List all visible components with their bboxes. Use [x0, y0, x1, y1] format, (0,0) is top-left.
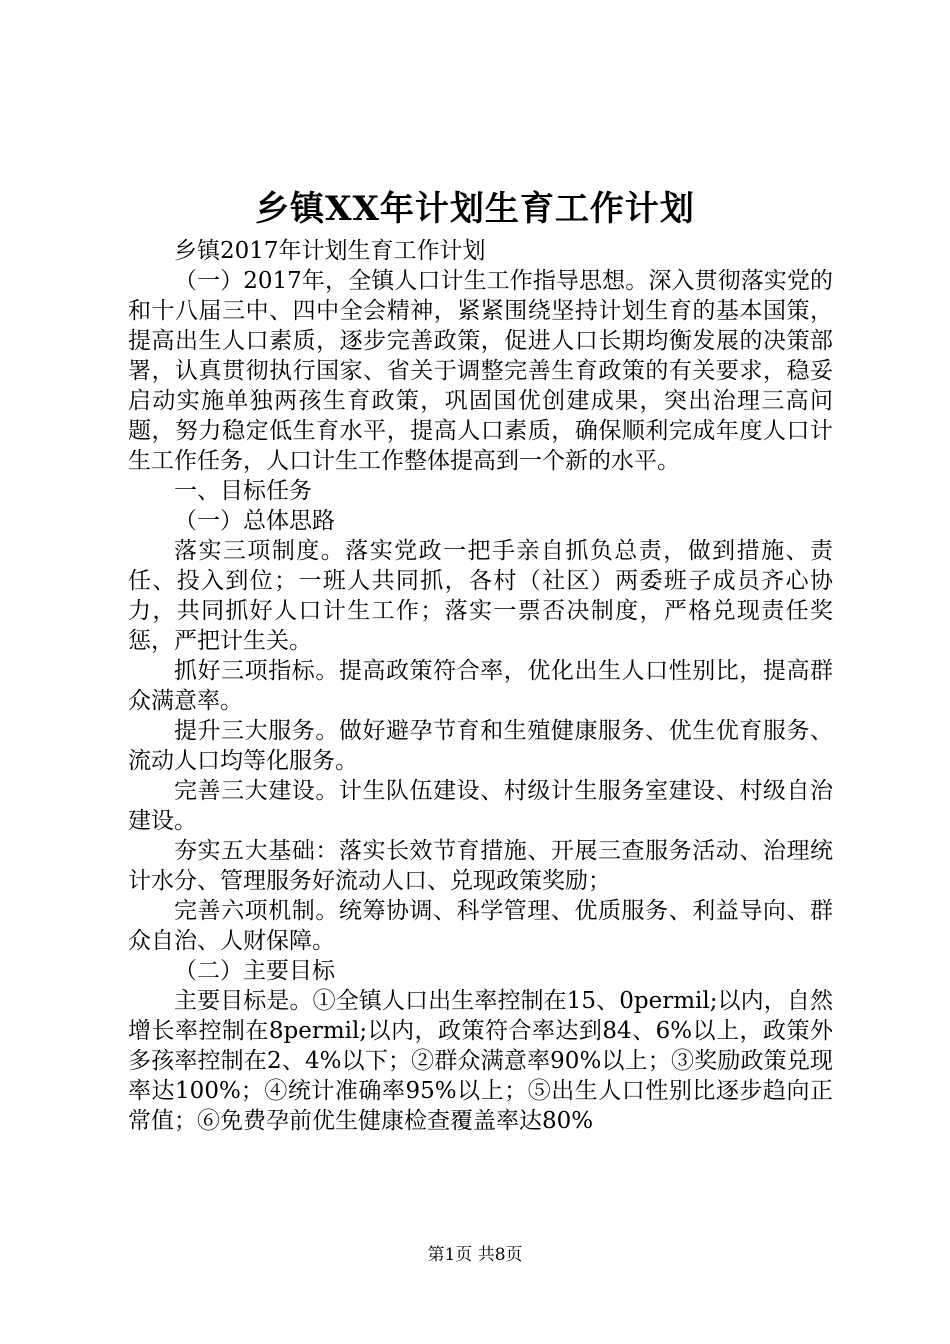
paragraph: 抓好三项指标。提高政策符合率，优化出生人口性别比，提高群众满意率。	[128, 658, 833, 714]
document-title: 乡镇XX年计划生育工作计划	[255, 189, 695, 229]
document-body	[128, 236, 833, 1136]
paragraph: 主要目标是。①全镇人口出生率控制在15、0permil;以内，自然增长率控制在8permil;以内，政策符合率达到84、6%以上，政策外多孩率控制在2、4%以下；②群众满意率90%以上；③奖励政策兑现率达100%；④统计准确率95%以上；⑤出生人口性别比逐步趋向正常值；⑥免费孕前优生健康检查覆盖率达80%	[128, 988, 833, 1134]
paragraph: 夯实五大基础：落实长效节育措施、开展三查服务活动、治理统计水分、管理服务好流动人口、兑现政策奖励；	[128, 838, 833, 894]
subsection-heading: （二）主要目标	[174, 958, 335, 984]
page-footer: 第1页 共8页	[427, 1245, 523, 1265]
paragraph: 提升三大服务。做好避孕节育和生殖健康服务、优生优育服务、流动人口均等化服务。	[128, 718, 833, 774]
section-heading: 一、目标任务	[174, 478, 312, 504]
paragraph: 完善六项机制。统筹协调、科学管理、优质服务、利益导向、群众自治、人财保障。	[128, 898, 833, 954]
paragraph: 乡镇2017年计划生育工作计划	[174, 238, 486, 264]
paragraph: 落实三项制度。落实党政一把手亲自抓负总责，做到措施、责任、投入到位；一班人共同抓，各村（社区）两委班子成员齐心协力，共同抓好人口计生工作；落实一票否决制度，严格兑现责任奖惩，严把计生关。	[128, 538, 833, 654]
paragraph: 完善三大建设。计生队伍建设、村级计生服务室建设、村级自治建设。	[128, 778, 833, 834]
paragraph: （一）2017年，全镇人口计生工作指导思想。深入贯彻落实党的和十八届三中、四中全会精神，紧紧围绕坚持计划生育的基本国策，提高出生人口素质，逐步完善政策，促进人口长期均衡发展的决策部署，认真贯彻执行国家、省关于调整完善生育政策的有关要求，稳妥启动实施单独两孩生育政策，巩固国优创建成果，突出治理三高问题，努力稳定低生育水平，提高人口素质，确保顺利完成年度人口计生工作任务，人口计生工作整体提高到一个新的水平。	[128, 268, 833, 474]
subsection-heading: （一）总体思路	[174, 508, 335, 534]
